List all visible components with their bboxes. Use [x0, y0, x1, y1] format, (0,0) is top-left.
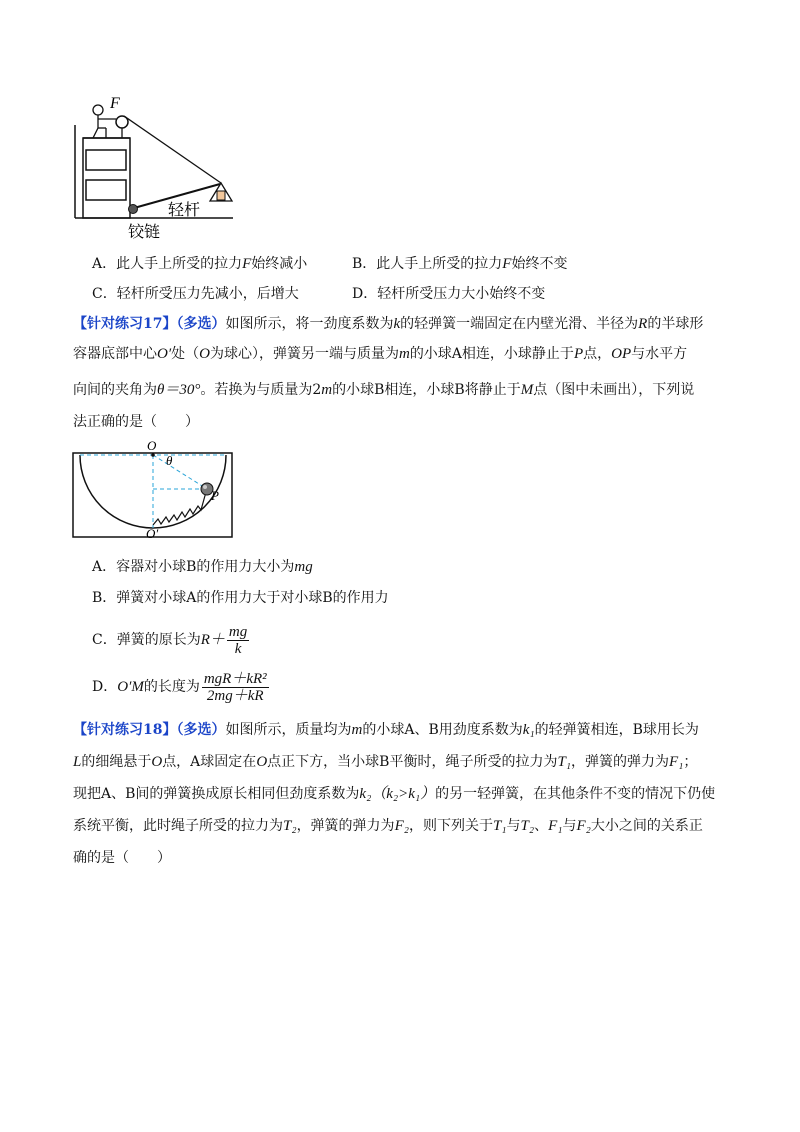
q18-line-4: 系统平衡，此时绳子所受的拉力为T₂，弹簧的弹力为F₂，则下列关于T₁与T₂、F₁与F₂大小之间的关系正 [73, 818, 703, 834]
q17-line-4: 法正确的是（ ） [73, 414, 199, 430]
label-F: F [110, 95, 120, 112]
fig2-label-theta: θ [166, 453, 173, 468]
q16-option-a: A．此人手上所受的拉力F始终减小 [92, 256, 308, 272]
q18-line-5: 确的是（ ） [73, 850, 171, 866]
q17-line-2: 容器底部中心O′处（O为球心），弹簧另一端与质量为m的小球A相连，小球静止于P点，OP与水平方 [73, 346, 688, 362]
q17-option-b: B．弹簧对小球A的作用力大于对小球B的作用力 [92, 590, 389, 606]
fig2-label-O: O [147, 438, 157, 453]
fig2-label-O-prime: O′ [146, 526, 159, 541]
q17-option-d: D．O′M的长度为 $\frac{\text{mgR＋kR²}}{2mg+kR}$ [92, 670, 267, 704]
fig2-label-P: P [211, 488, 219, 503]
q18-line-1: 【针对练习18】（多选）如图所示，质量均为m的小球A、B用劲度系数为k₁的轻弹簧相连，B球用长为 [73, 722, 699, 738]
q17-line-1: 【针对练习17】（多选）如图所示，将一劲度系数为k的轻弹簧一端固定在内壁光滑、半径为R的半球形 [73, 316, 704, 332]
q17-option-a: A．容器对小球B的作用力大小为mg [92, 559, 313, 575]
figure-hemisphere-spring [0, 0, 800, 560]
label-hinge: 铰链 [128, 222, 161, 241]
q18-tag: 【针对练习18】（多选） [73, 722, 226, 738]
q17-tag: 【针对练习17】（多选） [73, 316, 226, 332]
q16-option-c: C．轻杆所受压力先减小，后增大 [92, 286, 299, 302]
q17-option-c: C．弹簧的原长为R＋ $\frac{mg}{k}$ [92, 623, 248, 657]
q17-line-3: 向间的夹角为θ＝30°。若换为与质量为2m的小球B相连，小球B将静止于M点（图中未画出），下列说 [73, 382, 695, 398]
label-light-rod: 轻杆 [168, 200, 201, 219]
q18-line-3: 现把A、B间的弹簧换成原长相同但劲度系数为k₂（k₂>k₁）的另一轻弹簧，在其他条件不变的情况下仍使 [73, 786, 716, 802]
q16-option-b: B．此人手上所受的拉力F始终不变 [352, 256, 568, 272]
q16-option-d: D．轻杆所受压力大小始终不变 [352, 286, 546, 302]
q18-line-2: L的细绳悬于O点，A球固定在O点正下方，当小球B平衡时，绳子所受的拉力为T₁，弹簧的弹力为F₁； [73, 754, 698, 770]
